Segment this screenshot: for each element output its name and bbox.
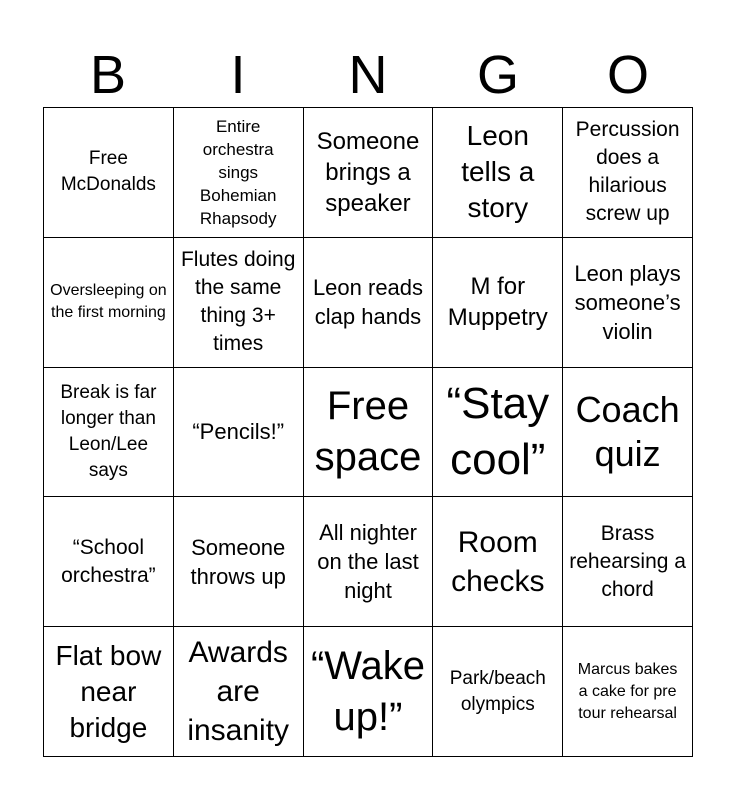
bingo-cell[interactable]: [174, 108, 304, 238]
bingo-cell[interactable]: [433, 368, 563, 498]
cell-text: Free space: [314, 383, 422, 479]
bingo-cell[interactable]: [563, 368, 693, 498]
cell-text: Flutes doing the same thing 3+ times: [180, 248, 296, 356]
bingo-cell[interactable]: [44, 108, 174, 238]
cell-text: “Pencils!”: [192, 419, 285, 445]
bingo-cell[interactable]: [174, 497, 304, 627]
cell-text: Leon plays someone’s violin: [574, 260, 681, 344]
cell-text: M for Muppetry: [447, 273, 548, 332]
bingo-cell[interactable]: [304, 497, 434, 627]
header-letter-o: O: [606, 45, 649, 105]
cell-text: Room checks: [451, 525, 545, 598]
bingo-cell[interactable]: [44, 497, 174, 627]
cell-text: “Stay cool”: [446, 378, 550, 484]
cell-text: Coach quiz: [575, 388, 680, 474]
header-letter-b: B: [89, 45, 127, 105]
cell-text: Entire orchestra sings Bohemian Rhapsody: [199, 116, 277, 228]
bingo-cell free-space[interactable]: [304, 368, 434, 498]
bingo-cell[interactable]: [44, 627, 174, 757]
cell-text: Someone throws up: [190, 534, 286, 589]
cell-text: Awards are insanity: [187, 636, 290, 748]
cell-text: All nighter on the last night: [317, 520, 419, 604]
bingo-cell[interactable]: [563, 238, 693, 368]
bingo-cell[interactable]: [433, 108, 563, 238]
bingo-cell[interactable]: [563, 627, 693, 757]
bingo-cell[interactable]: [174, 368, 304, 498]
cell-text: Leon tells a story: [461, 120, 535, 224]
cell-text: Marcus bakes a cake for pre tour rehearsal: [577, 660, 678, 722]
bingo-cell[interactable]: [304, 627, 434, 757]
bingo-cell[interactable]: [304, 108, 434, 238]
bingo-cell[interactable]: [304, 238, 434, 368]
bingo-cell[interactable]: [44, 368, 174, 498]
bingo-cell[interactable]: [433, 238, 563, 368]
cell-text: Leon reads clap hands: [312, 275, 424, 330]
bingo-cell[interactable]: [433, 627, 563, 757]
bingo-cell[interactable]: [563, 497, 693, 627]
header-letter-n: N: [348, 45, 388, 105]
cell-text: Percussion does a hilarious screw up: [575, 118, 680, 226]
header-letter-i: I: [230, 45, 246, 105]
header-letter-g: G: [476, 45, 519, 105]
bingo-cell[interactable]: [44, 238, 174, 368]
cell-text: Someone brings a speaker: [316, 127, 420, 217]
bingo-cell[interactable]: [433, 497, 563, 627]
bingo-header: [43, 44, 693, 106]
bingo-grid: [43, 107, 693, 757]
cell-text: Free McDonalds: [60, 148, 156, 196]
cell-text: Flat bow near bridge: [55, 639, 162, 743]
bingo-cell[interactable]: [174, 238, 304, 368]
cell-text: Brass rehearsing a chord: [569, 521, 686, 601]
bingo-cell[interactable]: [174, 627, 304, 757]
cell-text: “School orchestra”: [61, 535, 156, 587]
cell-text: Break is far longer than Leon/Lee says: [60, 381, 157, 481]
cell-text: Oversleeping on the first morning: [50, 282, 167, 322]
bingo-cell[interactable]: [563, 108, 693, 238]
cell-text: Park/beach olympics: [449, 667, 546, 715]
cell-text: “Wake up!”: [310, 643, 426, 739]
